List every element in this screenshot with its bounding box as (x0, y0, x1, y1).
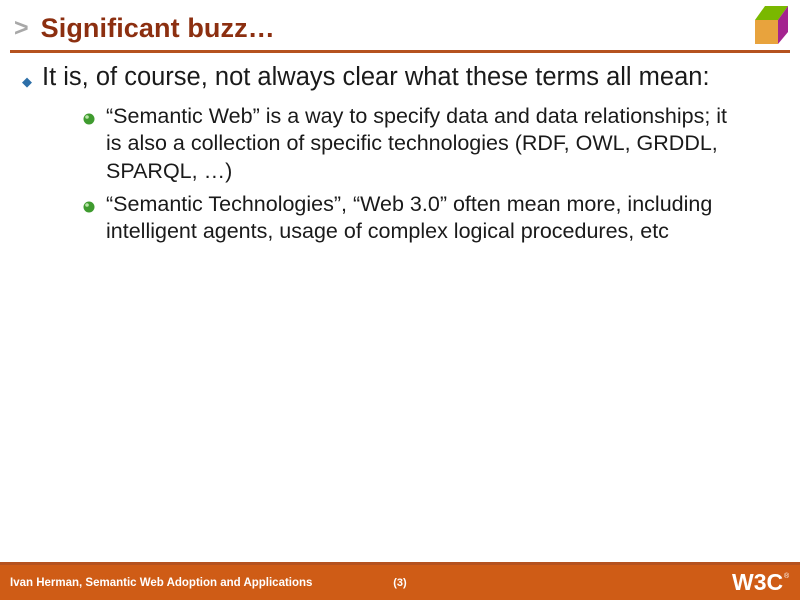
bullet-level2-text: “Semantic Technologies”, “Web 3.0” often mean more, including intelligent agents, usage of complex logical procedures, etc (106, 192, 713, 244)
bullet-marker-level2-icon (82, 200, 96, 214)
bullet-level1 (0, 62, 800, 93)
slide-footer (0, 565, 800, 600)
bullet-marker-level1-icon: ◆ (22, 74, 32, 89)
svg-text:®: ® (784, 573, 790, 580)
svg-text:W3C: W3C (732, 569, 784, 595)
bullet-level2 (82, 191, 800, 246)
w3c-cube-icon (738, 4, 792, 48)
bullet-level2-group (0, 103, 800, 245)
slide-body (0, 62, 800, 252)
header-marker: > (14, 13, 29, 42)
bullet-marker-level2-icon (82, 112, 96, 126)
page-number: (3) (393, 576, 407, 589)
slide-header (0, 0, 800, 56)
bullet-level2 (82, 103, 800, 185)
bullet-level1-text: It is, of course, not always clear what these terms all mean: (42, 63, 710, 91)
bullet-level2-text: “Semantic Web” is a way to specify data and data relationships; it is also a collection of specific technologies (RDF, OWL, GRDDL, SPARQL, …) (106, 104, 728, 183)
footer-author: Ivan Herman, Semantic Web Adoption and Applications (10, 576, 313, 589)
header-divider (10, 50, 790, 53)
w3c-logo-icon (732, 568, 794, 596)
page-title: Significant buzz… (40, 12, 275, 43)
